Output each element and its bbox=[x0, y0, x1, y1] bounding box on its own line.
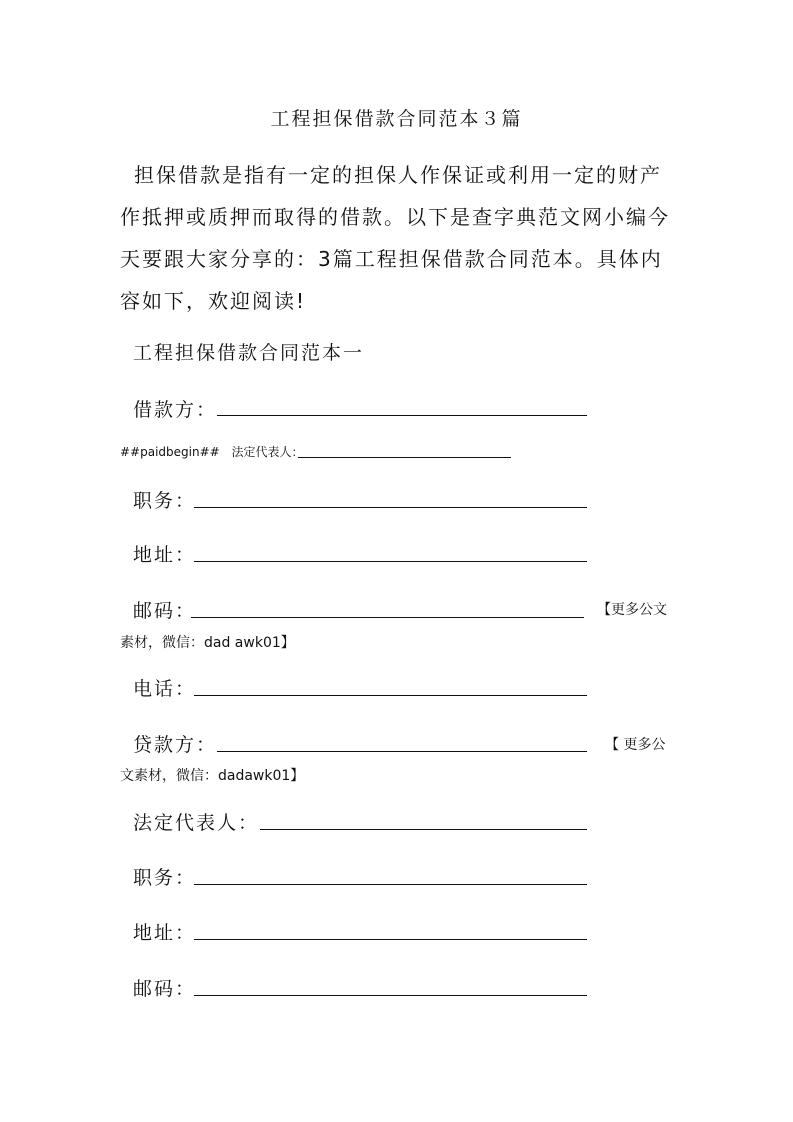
postcode-label-1: 邮码： bbox=[133, 600, 197, 622]
intro-paragraph: 担保借款是指有一定的担保人作保证或利用一定的财产作抵押或质押而取得的借款。以下是查字典范文网小编今天要跟大家分享的：3篇工程担保借款合同范本。具体内容如下，欢迎阅读! bbox=[120, 163, 670, 313]
phone-blank-line bbox=[194, 695, 587, 696]
legal-rep-label: 法定代表人： bbox=[133, 812, 260, 834]
address-blank-line-1 bbox=[194, 561, 587, 562]
document-title: 工程担保借款合同范本３篇 bbox=[270, 108, 523, 130]
promo-note-2-part2: 文素材，微信：dadawk01】 bbox=[120, 768, 305, 784]
promo-note-1-part2: 素材，微信：dad awk01】 bbox=[120, 635, 295, 651]
position-label-1: 职务： bbox=[133, 490, 197, 512]
position-label-2: 职务： bbox=[133, 867, 197, 889]
address-label-1: 地址： bbox=[133, 544, 197, 566]
promo-note-2-part1: 【 更多公 bbox=[605, 737, 666, 753]
legal-rep-blank-line bbox=[260, 829, 587, 830]
postcode-blank-line-2 bbox=[194, 995, 587, 996]
paid-marker-row bbox=[120, 444, 304, 460]
position-blank-line-1 bbox=[194, 507, 587, 508]
borrower-label: 借款方： bbox=[133, 399, 218, 421]
lender-label: 贷款方： bbox=[133, 734, 218, 756]
borrower-blank-line bbox=[217, 415, 587, 416]
address-label-2: 地址： bbox=[133, 922, 197, 944]
postcode-blank-line-1 bbox=[191, 617, 584, 618]
paid-marker: ##paidbegin## bbox=[120, 445, 220, 459]
lender-blank-line bbox=[217, 751, 587, 752]
legal-rep-small-blank-line bbox=[298, 457, 511, 458]
phone-label: 电话： bbox=[133, 678, 197, 700]
promo-note-1-part1: 【更多公文 bbox=[597, 602, 667, 618]
section-heading: 工程担保借款合同范本一 bbox=[133, 342, 365, 364]
position-blank-line-2 bbox=[194, 884, 587, 885]
address-blank-line-2 bbox=[194, 939, 587, 940]
postcode-label-2: 邮码： bbox=[133, 978, 197, 1000]
legal-rep-small-label: 法定代表人： bbox=[231, 445, 304, 459]
